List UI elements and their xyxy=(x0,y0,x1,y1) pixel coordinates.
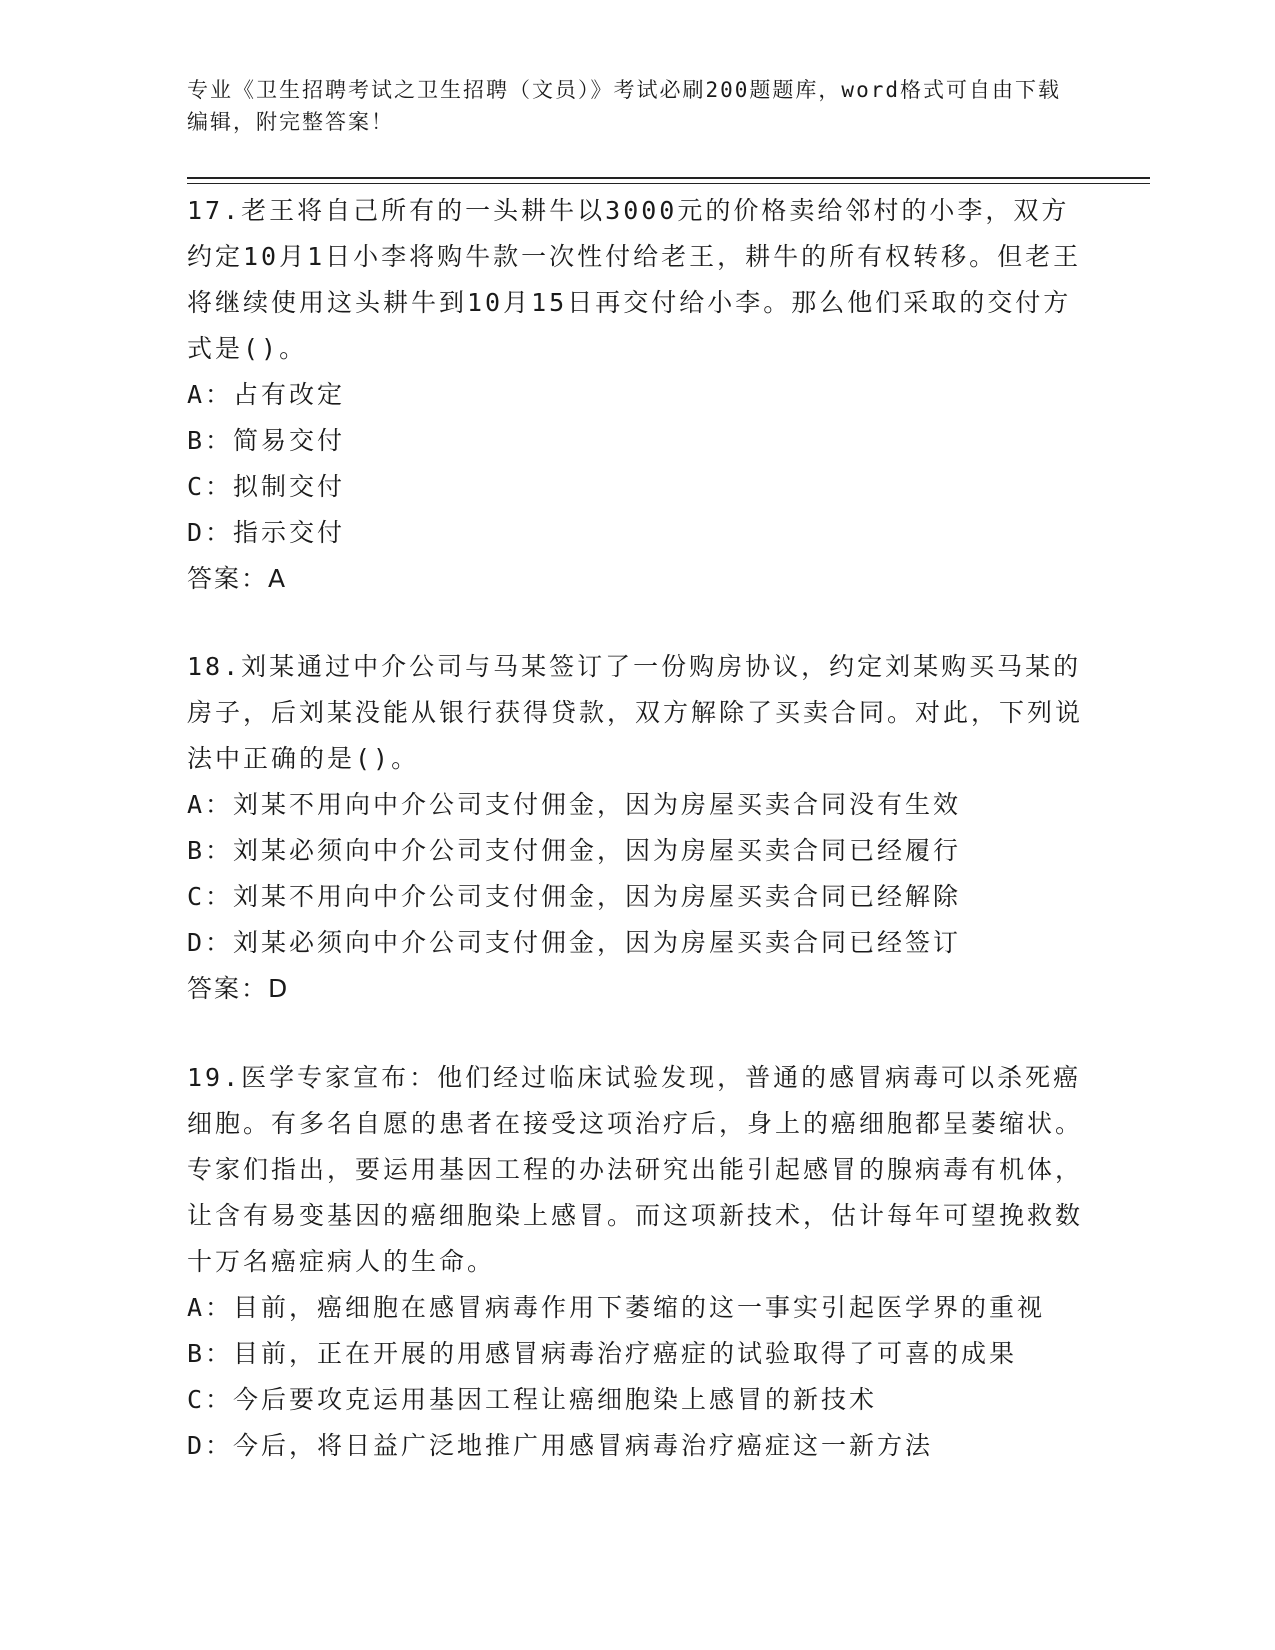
option-b: B：目前，正在开展的用感冒病毒治疗癌症的试验取得了可喜的成果 xyxy=(187,1339,1018,1368)
question-18 xyxy=(187,644,1087,1012)
answer-line: 答案：D xyxy=(187,974,290,1003)
option-c: C：刘某不用向中介公司支付佣金，因为房屋买卖合同已经解除 xyxy=(187,882,962,911)
question-17 xyxy=(187,188,1087,602)
header-divider-thin xyxy=(187,183,1150,184)
question-stem: 17.老王将自己所有的一头耕牛以3000元的价格卖给邻村的小李，双方约定10月1日小李将购牛款一次性付给老王，耕牛的所有权转移。但老王将继续使用这头耕牛到10月15日再交付给小李。那么他们采取的交付方式是()。 xyxy=(187,196,1082,363)
option-b: B：刘某必须向中介公司支付佣金，因为房屋买卖合同已经履行 xyxy=(187,836,962,865)
document-header: 专业《卫生招聘考试之卫生招聘（文员）》考试必刷200题题库，word格式可自由下载编辑，附完整答案！ xyxy=(187,78,1061,134)
question-19 xyxy=(187,1055,1087,1469)
header-divider-thick xyxy=(187,177,1150,179)
option-a: A：目前，癌细胞在感冒病毒作用下萎缩的这一事实引起医学界的重视 xyxy=(187,1293,1046,1322)
question-stem: 18.刘某通过中介公司与马某签订了一份购房协议，约定刘某购买马某的房子，后刘某没能从银行获得贷款，双方解除了买卖合同。对此，下列说法中正确的是()。 xyxy=(187,652,1084,773)
option-a: A：刘某不用向中介公司支付佣金，因为房屋买卖合同没有生效 xyxy=(187,790,962,819)
option-c: C：拟制交付 xyxy=(187,472,346,501)
answer-line: 答案：A xyxy=(187,564,288,593)
option-d: D：刘某必须向中介公司支付佣金，因为房屋买卖合同已经签订 xyxy=(187,928,962,957)
option-d: D：今后，将日益广泛地推广用感冒病毒治疗癌症这一新方法 xyxy=(187,1431,934,1460)
option-d: D：指示交付 xyxy=(187,518,346,547)
option-c: C：今后要攻克运用基因工程让癌细胞染上感冒的新技术 xyxy=(187,1385,878,1414)
option-a: A：占有改定 xyxy=(187,380,346,409)
option-b: B：简易交付 xyxy=(187,426,346,455)
question-stem: 19.医学专家宣布：他们经过临床试验发现，普通的感冒病毒可以杀死癌细胞。有多名自愿的患者在接受这项治疗后，身上的癌细胞都呈萎缩状。专家们指出，要运用基因工程的办法研究出能引起感冒的腺病毒有机体，让含有易变基因的癌细胞染上感冒。而这项新技术，估计每年可望挽救数十万名癌症病人的生命。 xyxy=(187,1063,1084,1276)
